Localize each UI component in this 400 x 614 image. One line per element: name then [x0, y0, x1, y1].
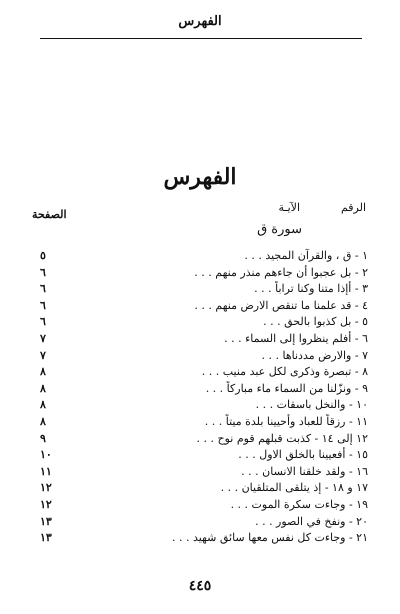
- verse-entry: ٤ - قد علمنا ما تنقص الارض منهم . . .: [194, 298, 368, 312]
- verse-entry: ٣ - أإذا متنا وكنا تراباً . . .: [254, 282, 368, 296]
- index-row: [0, 331, 400, 348]
- page-ref: ١٣: [40, 514, 52, 528]
- running-head: الفهرس: [178, 14, 222, 29]
- index-row: [0, 348, 400, 365]
- page-ref: ٦: [40, 282, 46, 296]
- index-list: [0, 248, 400, 547]
- index-row: [0, 497, 400, 514]
- index-title: الفهرس: [163, 164, 237, 190]
- verse-entry: ١٩ - وجاءت سكرة الموت . . .: [230, 497, 368, 511]
- verse-entry: ٧ - والارض مددناها . . .: [261, 348, 368, 362]
- index-row: [0, 248, 400, 265]
- index-row: [0, 314, 400, 331]
- verse-entry: ٨ - تبصرة وذكرى لكل عبد منيب . . .: [201, 365, 368, 379]
- header-rule: [40, 38, 362, 39]
- verse-entry: ٢٠ - ونفخ في الصور . . .: [255, 514, 368, 528]
- page-ref: ٦: [40, 265, 46, 279]
- column-header-verse: الآيـة: [278, 201, 300, 214]
- verse-entry: ١٢ إلى ١٤ - كذبت قبلهم قوم نوح . . .: [196, 431, 368, 445]
- index-row: [0, 480, 400, 497]
- verse-entry: ١٥ - أفعيينا بالخلق الاول . . .: [238, 448, 368, 462]
- index-row: [0, 530, 400, 547]
- verse-entry: ١١ - رزقاً للعباد وأحيينا بلدة ميتاً . . .: [204, 414, 368, 428]
- column-header-page: الصفحة: [32, 208, 67, 221]
- page-ref: ٩: [40, 431, 46, 445]
- page-ref: ٦: [40, 298, 46, 312]
- page-number: ٤٤٥: [188, 578, 212, 594]
- page-ref: ٥: [40, 249, 46, 262]
- verse-entry: ١٧ و ١٨ - إذ يتلقى المتلقيان . . .: [220, 481, 368, 495]
- verse-entry: ٢١ - وجاءت كل نفس معها سائق شهيد . . .: [171, 531, 368, 545]
- index-row: [0, 364, 400, 381]
- index-row: [0, 298, 400, 315]
- index-row: [0, 514, 400, 531]
- page-ref: ١١: [40, 464, 52, 478]
- verse-entry: ٩ - ونزّلنا من السماء ماء مباركاً . . .: [205, 381, 368, 395]
- index-row: [0, 381, 400, 398]
- page-ref: ٦: [40, 315, 46, 329]
- page-ref: ٨: [40, 381, 46, 395]
- index-row: [0, 464, 400, 481]
- column-header-number: الرقم: [340, 201, 366, 214]
- verse-entry: ١٠ - والنخل باسقات . . .: [255, 398, 368, 412]
- verse-entry: ١٦ - ولقد خلقنا الانسان . . .: [241, 464, 368, 478]
- page-ref: ٧: [40, 331, 46, 345]
- index-row: [0, 265, 400, 282]
- page-ref: ١٠: [40, 448, 52, 462]
- page-ref: ٨: [40, 398, 46, 412]
- page-ref: ١٢: [40, 481, 52, 495]
- page-ref: ٨: [40, 365, 46, 379]
- page-ref: ٧: [40, 348, 46, 362]
- index-row: [0, 447, 400, 464]
- index-row: [0, 397, 400, 414]
- surah-heading: سورة ق: [257, 222, 302, 237]
- page-ref: ١٣: [40, 531, 52, 545]
- verse-entry: ٦ - أفلم ينظروا إلى السماء . . .: [224, 331, 368, 345]
- verse-entry: ١ - ق ، والقرآن المجيد . . .: [244, 249, 368, 262]
- page-ref: ٨: [40, 414, 46, 428]
- page-ref: ١٢: [40, 497, 52, 511]
- verse-entry: ٥ - بل كذبوا بالحق . . .: [263, 315, 368, 329]
- verse-entry: ٢ - بل عجبوا أن جاءهم منذر منهم . . .: [194, 265, 368, 279]
- index-row: [0, 414, 400, 431]
- index-row: [0, 281, 400, 298]
- index-row: [0, 431, 400, 448]
